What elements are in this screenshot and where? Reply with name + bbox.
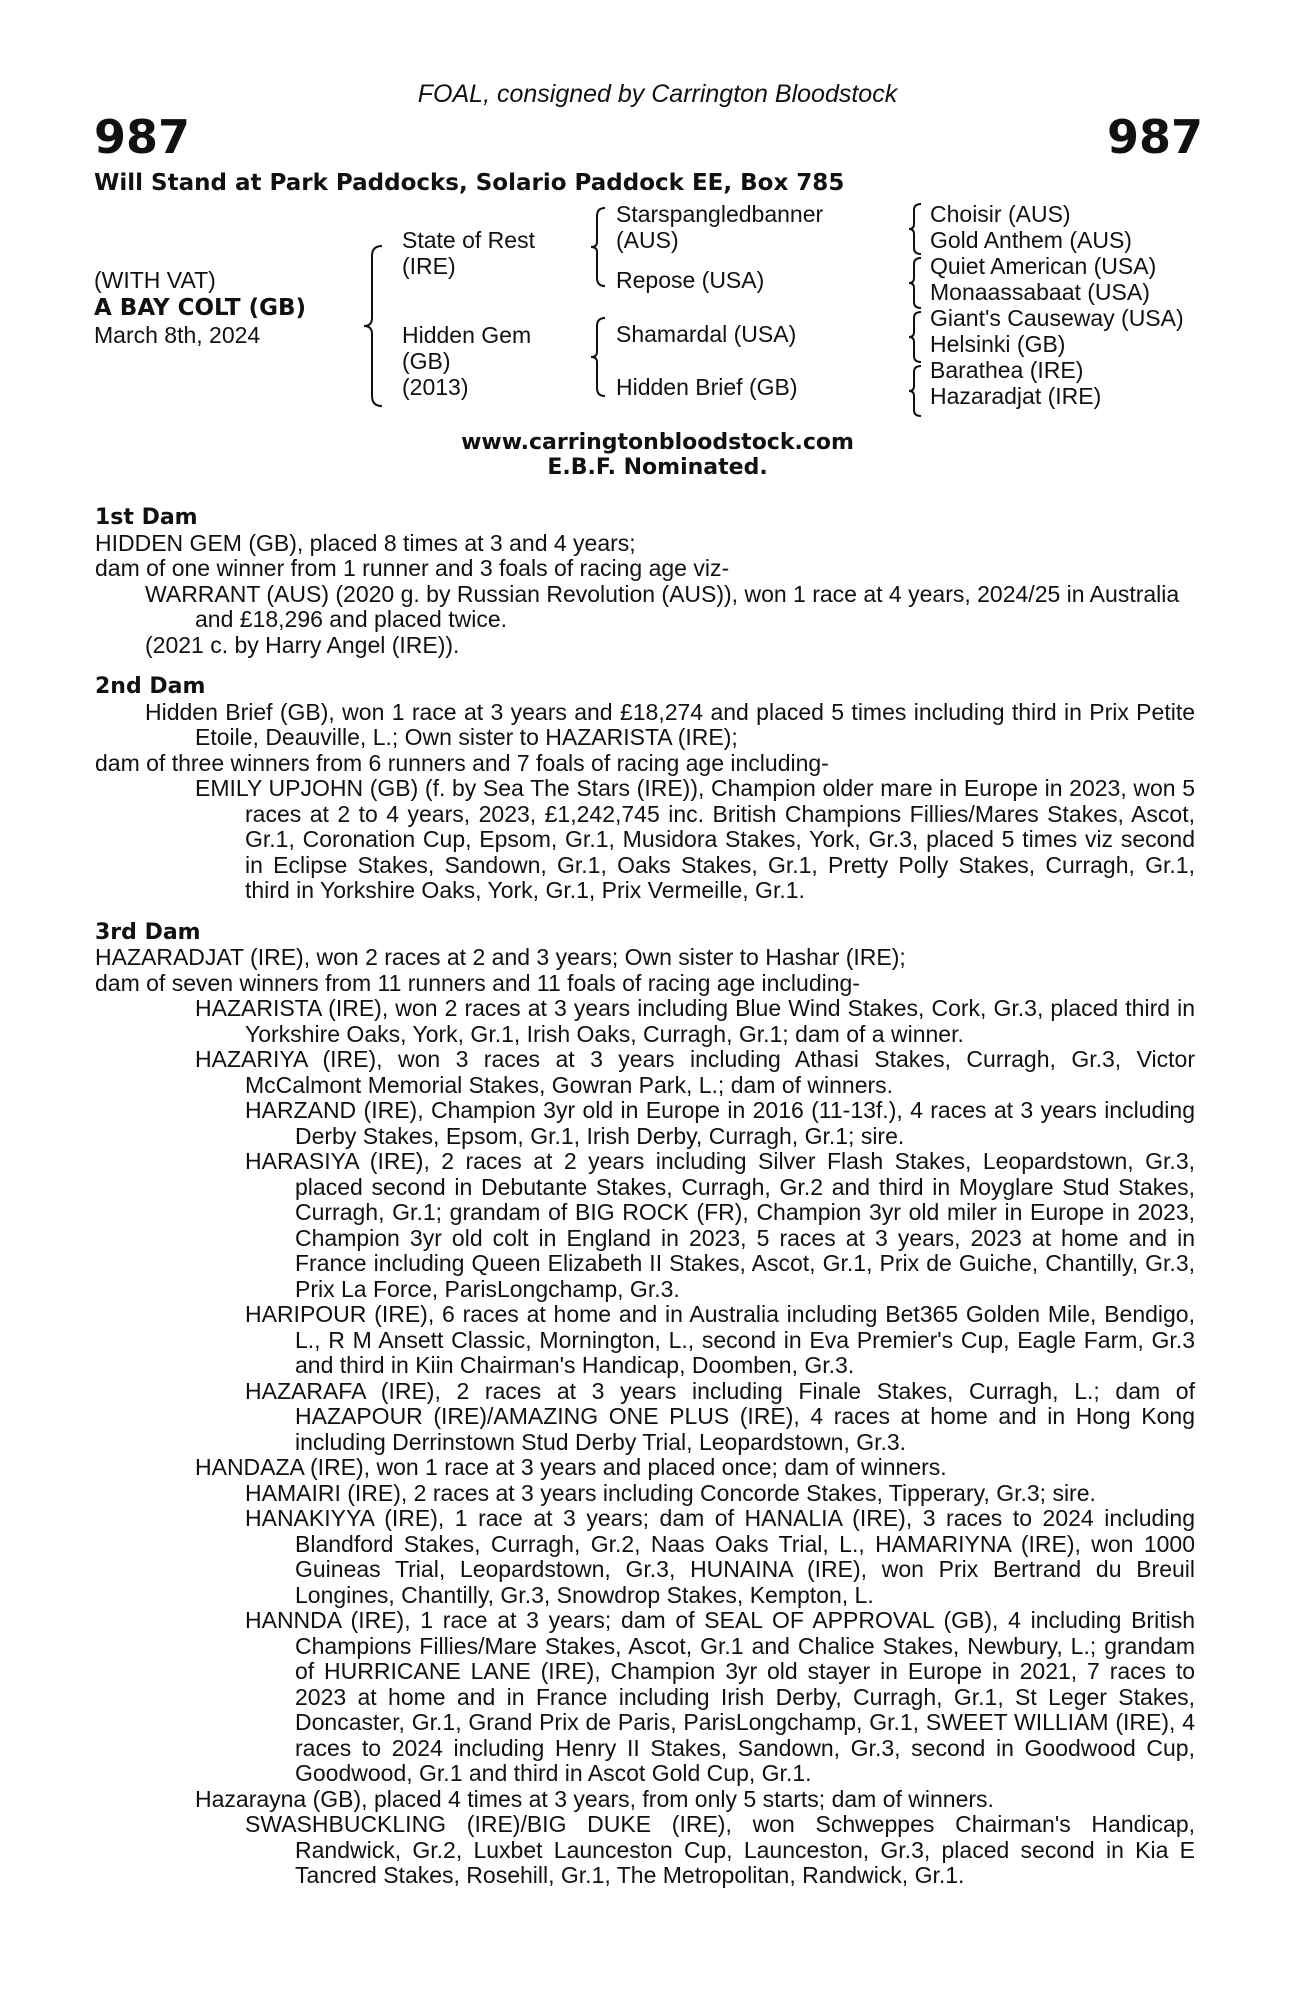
pedigree-dam-sire: Shamardal (USA) bbox=[616, 321, 797, 347]
pedigree-g3-item: Choisir (AUS) bbox=[930, 201, 1071, 227]
pedigree-sire: State of Rest (IRE) bbox=[402, 227, 535, 279]
foaling-date: March 8th, 2024 bbox=[94, 322, 261, 348]
pedigree-g3-item: Hazaradjat (IRE) bbox=[930, 383, 1102, 409]
pedigree-line: HARIPOUR (IRE), 6 races at home and in Australia including Bet365 Golden Mile, Bendigo, L., R M Ansett Classic, Mornington, L., second in Eva Premier's Cup, Eagle Farm, Gr.3 and third in Kiin Chairman's Handicap, Doomben, Gr.3. bbox=[245, 1301, 1202, 1378]
vat-note: (WITH VAT) bbox=[94, 267, 216, 293]
pedigree-line: (2021 c. by Harry Angel (IRE)). bbox=[145, 631, 460, 658]
pedigree-brace-sire bbox=[587, 206, 613, 288]
pedigree-brace-dam bbox=[587, 316, 613, 398]
pedigree-dam-dam: Hidden Brief (GB) bbox=[616, 374, 798, 400]
pedigree-brace-g3-1 bbox=[905, 202, 927, 256]
pedigree-line: HAZARADJAT (IRE), won 2 races at 2 and 3 years; Own sister to Hashar (IRE); bbox=[95, 944, 906, 970]
pedigree-line: HANNDA (IRE), 1 race at 3 years; dam of SEAL OF APPROVAL (GB), 4 including British Champions Fillies/Mare Stakes, Ascot, Gr.1 and Chalice Stakes, Newbury, L.; grandam of HURRICANE LANE (IRE), Champion 3yr old stayer in Europe in 2021, 7 races to 2023 at home and in France including Irish Derby, Curragh, Gr.1, St Leger Stakes, Doncaster, Gr.1, Grand Prix de Paris, ParisLongchamp, Gr.1, SWEET WILLIAM (IRE), 4 races to 2024 including Henry II Stakes, Sandown, Gr.3, second in Goodwood Cup, Goodwood, Gr.1 and third in Ascot Gold Cup, Gr.1. bbox=[245, 1607, 1202, 1786]
pedigree-g3-item: Monaassabaat (USA) bbox=[930, 279, 1150, 305]
pedigree-line: HAMAIRI (IRE), 2 races at 3 years including Concorde Stakes, Tipperary, Gr.3; sire. bbox=[245, 1479, 1096, 1506]
lot-number-right: 987 bbox=[1106, 110, 1203, 164]
pedigree-sire-dam: Repose (USA) bbox=[616, 267, 765, 293]
pedigree-line: HARZAND (IRE), Champion 3yr old in Europe in 2016 (11-13f.), 4 races at 3 years including Derby Stakes, Epsom, Gr.1, Irish Derby, Curragh, Gr.1; sire. bbox=[245, 1097, 1202, 1149]
section-title: 1st Dam bbox=[95, 505, 198, 530]
ebf-nomination: E.B.F. Nominated. bbox=[547, 455, 768, 480]
section-title: 2nd Dam bbox=[95, 674, 206, 699]
pedigree-g3-item: Gold Anthem (AUS) bbox=[930, 227, 1132, 253]
section-title: 3rd Dam bbox=[95, 919, 201, 945]
pedigree-line: HAZARAFA (IRE), 2 races at 3 years including Finale Stakes, Curragh, L.; dam of HAZAPOUR (IRE)/AMAZING ONE PLUS (IRE), 4 races at home and in Hong Kong including Derrinstown Stud Derby Trial, Leopardstown, Gr.3. bbox=[245, 1377, 1202, 1455]
pedigree-g3-item: Barathea (IRE) bbox=[930, 357, 1084, 383]
pedigree-line: HARASIYA (IRE), 2 races at 2 years including Silver Flash Stakes, Leopardstown, Gr.3, placed second in Debutante Stakes, Curragh, Gr.2 and third in Moyglare Stud Stakes, Curragh, Gr.1; grandam of BIG ROCK (FR), Champion 3yr old miler in Europe in 2023, Champion 3yr old colt in England in 2023, 5 races at 3 years, 2023 at home and in France including Queen Elizabeth II Stakes, Ascot, Gr.1, Prix de Guiche, Chantilly, Gr.3, Prix La Force, ParisLongchamp, Gr.3. bbox=[245, 1148, 1202, 1302]
lot-number-left: 987 bbox=[94, 110, 191, 164]
pedigree-line: dam of one winner from 1 runner and 3 foals of racing age viz- bbox=[95, 555, 730, 581]
pedigree-line: dam of seven winners from 11 runners and 11 foals of racing age including- bbox=[95, 969, 860, 996]
pedigree-line: Hazarayna (GB), placed 4 times at 3 years, from only 5 starts; dam of winners. bbox=[195, 1785, 994, 1812]
pedigree-line: dam of three winners from 6 runners and 7 foals of racing age including- bbox=[95, 749, 829, 776]
pedigree-brace-g3-4 bbox=[905, 364, 927, 418]
pedigree-brace-g3-3 bbox=[905, 310, 927, 364]
website-link[interactable]: www.carringtonbloodstock.com bbox=[461, 430, 854, 455]
pedigree-sire-sire: Starspangledbanner (AUS) bbox=[616, 201, 824, 253]
pedigree-line: SWASHBUCKLING (IRE)/BIG DUKE (IRE), won Schweppes Chairman's Handicap, Randwick, Gr.2, Luxbet Launceston Cup, Launceston, Gr.3, placed second in Kia E Tancred Stakes, Rosehill, Gr.1, The Metropolitan, Randwick, Gr.1. bbox=[245, 1811, 1202, 1888]
consignment-header: FOAL, consigned by Carrington Bloodstock bbox=[417, 80, 898, 108]
pedigree-line: WARRANT (AUS) (2020 g. by Russian Revolution (AUS)), won 1 race at 4 years, 2024/25 in Australia and £18,296 and placed twice. bbox=[145, 580, 1186, 632]
pedigree-line: HAZARIYA (IRE), won 3 races at 3 years including Athasi Stakes, Curragh, Gr.3, Victor McCalmont Memorial Stakes, Gowran Park, L.; dam of winners. bbox=[195, 1046, 1202, 1098]
pedigree-line: HAZARISTA (IRE), won 2 races at 3 years including Blue Wind Stakes, Cork, Gr.3, placed third in Yorkshire Oaks, York, Gr.1, Irish Oaks, Curragh, Gr.1; dam of a winner. bbox=[195, 995, 1201, 1047]
pedigree-brace-main bbox=[360, 240, 390, 410]
pedigree-line: Hidden Brief (GB), won 1 race at 3 years and £18,274 and placed 5 times including third in Prix Petite Etoile, Deauville, L.; Own sister to HAZARISTA (IRE); bbox=[145, 698, 1202, 750]
pedigree-line: HIDDEN GEM (GB), placed 8 times at 3 and 4 years; bbox=[95, 529, 636, 556]
pedigree-g3-item: Helsinki (GB) bbox=[930, 331, 1066, 357]
pedigree-g3-item: Giant's Causeway (USA) bbox=[930, 305, 1184, 331]
pedigree-dam: Hidden Gem (GB) (2013) bbox=[402, 322, 532, 400]
pedigree-g3-list bbox=[930, 201, 1184, 409]
pedigree-g3-item: Quiet American (USA) bbox=[930, 253, 1157, 279]
pedigree-brace-g3-2 bbox=[905, 256, 927, 310]
stand-location: Will Stand at Park Paddocks, Solario Paddock EE, Box 785 bbox=[94, 170, 845, 196]
pedigree-line: EMILY UPJOHN (GB) (f. by Sea The Stars (IRE)), Champion older mare in Europe in 2023, won 5 races at 2 to 4 years, 2023, £1,242,745 inc. British Champions Fillies/Mares Stakes, Ascot, Gr.1, Coronation Cup, Epsom, Gr.1, Musidora Stakes, York, Gr.3, placed 5 times viz second in Eclipse Stakes, Sandown, Gr.1, Oaks Stakes, Gr.1, Pretty Polly Stakes, Curragh, Gr.1, third in Yorkshire Oaks, York, Gr.1, Prix Vermeille, Gr.1. bbox=[195, 775, 1202, 903]
horse-name: A BAY COLT (GB) bbox=[94, 295, 307, 321]
pedigree-line: HANAKIYYA (IRE), 1 race at 3 years; dam of HANALIA (IRE), 3 races to 2024 including Blandford Stakes, Curragh, Gr.2, Naas Oaks Trial, L., HAMARIYNA (IRE), won 1000 Guineas Trial, Leopardstown, Gr.3, HUNAINA (IRE), won Prix Bertrand du Breuil Longines, Chantilly, Gr.3, Snowdrop Stakes, Kempton, L. bbox=[245, 1505, 1202, 1608]
catalogue-body bbox=[95, 505, 1202, 1889]
pedigree-line: HANDAZA (IRE), won 1 race at 3 years and placed once; dam of winners. bbox=[195, 1454, 947, 1480]
